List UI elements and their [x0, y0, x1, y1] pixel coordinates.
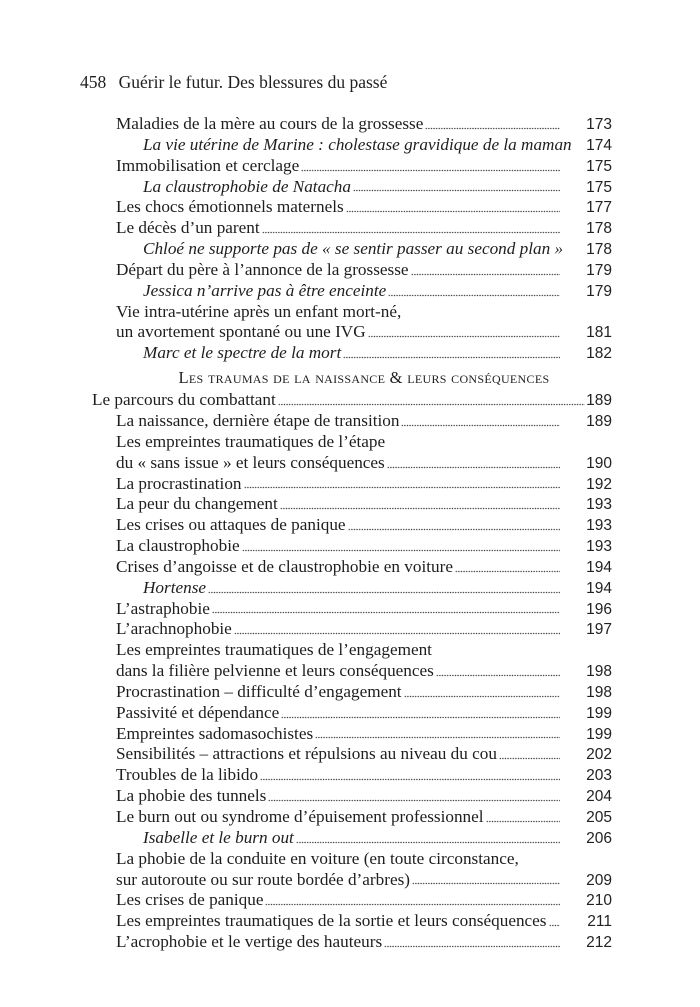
toc-entry[interactable]	[92, 156, 612, 177]
toc-entry-title: Immobilisation et cerclage	[116, 155, 300, 175]
dot-leader	[260, 771, 560, 781]
toc-entry-title: Départ du père à l’annonce de la grossesse	[116, 259, 409, 279]
dot-leader	[315, 729, 560, 739]
toc-entry[interactable]	[92, 557, 612, 578]
toc-entry-page: 196	[586, 600, 612, 618]
toc-entry-title: Les crises ou attaques de panique	[116, 515, 346, 535]
toc-entry[interactable]	[92, 474, 612, 495]
toc-entry-title: sur autoroute ou sur route bordée d’arbres)	[116, 869, 410, 889]
page-number: 458	[80, 72, 107, 92]
dot-leader	[244, 479, 560, 489]
toc-entry[interactable]	[92, 578, 612, 599]
toc-entry[interactable]	[92, 432, 612, 474]
toc-entry-title: Les empreintes traumatiques de l’engagement	[116, 640, 432, 660]
toc-entry[interactable]	[92, 682, 612, 703]
toc-entry-page: 178	[586, 220, 612, 238]
toc-entry[interactable]	[92, 302, 612, 344]
dot-leader	[401, 417, 560, 427]
toc-entry-page: 181	[586, 324, 612, 342]
toc-entry-title: du « sans issue » et leurs conséquences	[116, 452, 385, 472]
toc-entry[interactable]	[92, 218, 612, 239]
toc-entry-page: 189	[586, 412, 612, 430]
toc-entry-page: 199	[586, 725, 612, 743]
toc-entry-title: Crises d’angoisse et de claustrophobie en voiture	[116, 556, 453, 576]
toc-entry[interactable]	[92, 260, 612, 281]
toc-entry-title: La peur du changement	[116, 494, 278, 514]
toc-entry[interactable]	[92, 849, 612, 891]
toc-entry-title: La naissance, dernière étape de transition	[116, 410, 400, 430]
toc-entry-title: Le parcours du combattant	[92, 390, 276, 410]
toc-entry-title: La phobie des tunnels	[116, 786, 267, 806]
dot-leader	[499, 750, 560, 760]
dot-leader	[268, 792, 560, 802]
toc-entry[interactable]	[92, 343, 612, 364]
toc-entry[interactable]	[92, 619, 612, 640]
dot-leader	[262, 224, 560, 234]
toc-entry-title: La claustrophobie de Natacha	[143, 176, 351, 196]
dot-leader	[348, 521, 560, 531]
dot-leader	[387, 459, 560, 469]
dot-leader	[436, 667, 560, 677]
dot-leader	[265, 896, 560, 906]
toc-entry[interactable]	[92, 197, 612, 218]
toc-entry-page: 175	[586, 157, 612, 175]
toc-entry-page: 210	[586, 892, 612, 910]
table-of-contents	[92, 114, 612, 953]
toc-entry-title: La vie utérine de Marine : cholestase gravidique de la maman	[143, 134, 572, 154]
dot-leader	[384, 938, 560, 948]
toc-entry-title: L’astraphobie	[116, 598, 210, 618]
dot-leader	[281, 709, 560, 719]
toc-entry[interactable]	[92, 911, 612, 932]
toc-entry-page: 194	[586, 558, 612, 576]
toc-entry-page: 179	[586, 261, 612, 279]
dot-leader	[455, 563, 560, 573]
book-title: Guérir le futur. Des blessures du passé	[118, 72, 388, 92]
toc-entry-title: Empreintes sadomasochistes	[116, 723, 314, 743]
toc-entry-page: 209	[586, 871, 612, 889]
toc-entry-title: Chloé ne supporte pas de « se sentir passer au second plan »	[143, 239, 564, 259]
toc-entry-title: Jessica n’arrive pas à être enceinte	[143, 280, 387, 300]
toc-entry-page: 193	[586, 496, 612, 514]
dot-leader	[353, 182, 560, 192]
toc-entry[interactable]	[92, 114, 612, 135]
toc-entry-page: 178	[586, 241, 612, 259]
toc-entry-page: 182	[586, 345, 612, 363]
toc-entry-title: Troubles de la libido	[116, 765, 259, 785]
toc-entry[interactable]	[92, 786, 612, 807]
toc-entry[interactable]	[92, 536, 612, 557]
toc-entry-title: Les empreintes traumatiques de l’étape	[116, 431, 386, 451]
toc-entry-title: Le burn out ou syndrome d’épuisement professionnel	[116, 807, 484, 826]
toc-entry-title: Sensibilités – attractions et répulsions au niveau du cou	[116, 744, 497, 764]
dot-leader	[242, 542, 560, 552]
toc-entry-title: L’acrophobie et le vertige des hauteurs	[116, 932, 383, 952]
toc-entry-page: 174	[586, 136, 612, 154]
toc-entry[interactable]	[92, 411, 612, 432]
toc-entry-page: 177	[586, 199, 612, 217]
toc-entry-page: 192	[586, 475, 612, 493]
toc-entry[interactable]	[92, 765, 612, 786]
dot-leader	[280, 500, 560, 510]
dot-leader	[301, 162, 560, 172]
toc-entry-page: 179	[586, 282, 612, 300]
toc-entry-title: La claustrophobie	[116, 536, 240, 556]
dot-leader	[278, 396, 585, 406]
toc-entry-title: Isabelle et le burn out	[143, 827, 294, 847]
toc-entry[interactable]	[92, 515, 612, 536]
toc-entry[interactable]	[92, 744, 612, 765]
dot-leader	[296, 834, 560, 844]
toc-entry[interactable]	[92, 724, 612, 745]
dot-leader	[425, 120, 560, 130]
toc-entry[interactable]	[92, 177, 612, 198]
toc-entry-page: 211	[587, 913, 612, 931]
toc-entry-title: Maladies de la mère au cours de la grossesse	[116, 114, 424, 133]
dot-leader	[404, 688, 560, 698]
dot-leader	[346, 203, 560, 213]
toc-entry-title: La phobie de la conduite en voiture (en toute circonstance,	[116, 848, 519, 868]
toc-entry[interactable]	[92, 135, 612, 156]
section-heading: Les traumas de la naissance & leurs conséquences	[178, 368, 550, 388]
toc-entry-page: 194	[586, 579, 612, 597]
toc-entry-title: un avortement spontané ou une IVG	[116, 322, 366, 342]
toc-entry-title: Passivité et dépendance	[116, 702, 280, 722]
dot-leader	[343, 349, 560, 359]
toc-entry-title: Le décès d’un parent	[116, 218, 260, 238]
toc-entry-page: 203	[586, 767, 612, 785]
dot-leader	[549, 917, 561, 927]
toc-entry-title: dans la filière pelvienne et leurs conséquences	[116, 661, 434, 681]
toc-entry-title: La procrastination	[116, 473, 242, 493]
toc-entry[interactable]	[92, 599, 612, 620]
dot-leader	[208, 584, 560, 594]
toc-entry-title: Les empreintes traumatiques de la sortie et leurs conséquences	[116, 911, 547, 931]
toc-entry-title: Procrastination – difficulté d’engagement	[116, 681, 402, 701]
toc-entry-page: 206	[586, 829, 612, 847]
toc-entry-page: 202	[586, 746, 612, 764]
toc-entry-page: 193	[586, 538, 612, 556]
toc-entry-page: 175	[586, 178, 612, 196]
toc-entry-page: 197	[586, 621, 612, 639]
toc-entry[interactable]	[92, 703, 612, 724]
toc-entry-page: 205	[586, 809, 612, 826]
dot-leader	[212, 604, 560, 614]
toc-entry-page: 193	[586, 517, 612, 535]
toc-entry[interactable]	[92, 890, 612, 911]
toc-entry-title: L’arachnophobie	[116, 619, 232, 639]
dot-leader	[234, 625, 560, 635]
dot-leader	[411, 266, 560, 276]
toc-entry-title: Hortense	[143, 577, 207, 597]
toc-entry-title: Vie intra-utérine après un enfant mort-né,	[116, 301, 402, 321]
toc-entry-page: 198	[586, 683, 612, 701]
dot-leader	[388, 287, 560, 297]
toc-entry[interactable]	[92, 390, 612, 411]
toc-entry-page: 212	[586, 934, 612, 952]
toc-entry[interactable]	[92, 932, 612, 953]
toc-entry-page: 204	[586, 788, 612, 806]
toc-entry-page: 190	[586, 454, 612, 472]
dot-leader	[486, 813, 560, 823]
toc-entry[interactable]	[92, 494, 612, 515]
toc-entry[interactable]	[92, 239, 612, 260]
running-header	[80, 72, 387, 93]
dot-leader	[412, 875, 560, 885]
toc-entry-page: 173	[586, 116, 612, 133]
toc-entry-title: Marc et le spectre de la mort	[143, 343, 342, 363]
toc-entry[interactable]	[92, 828, 612, 849]
toc-entry-title: Les chocs émotionnels maternels	[116, 197, 344, 217]
toc-entry-page: 199	[586, 704, 612, 722]
toc-entry-page: 198	[586, 663, 612, 681]
toc-entry[interactable]	[92, 281, 612, 302]
toc-entry-page: 189	[586, 392, 612, 410]
toc-entry[interactable]	[92, 640, 612, 682]
dot-leader	[368, 328, 560, 338]
toc-entry-title: Les crises de panique	[116, 890, 264, 910]
toc-entry[interactable]	[92, 807, 612, 828]
